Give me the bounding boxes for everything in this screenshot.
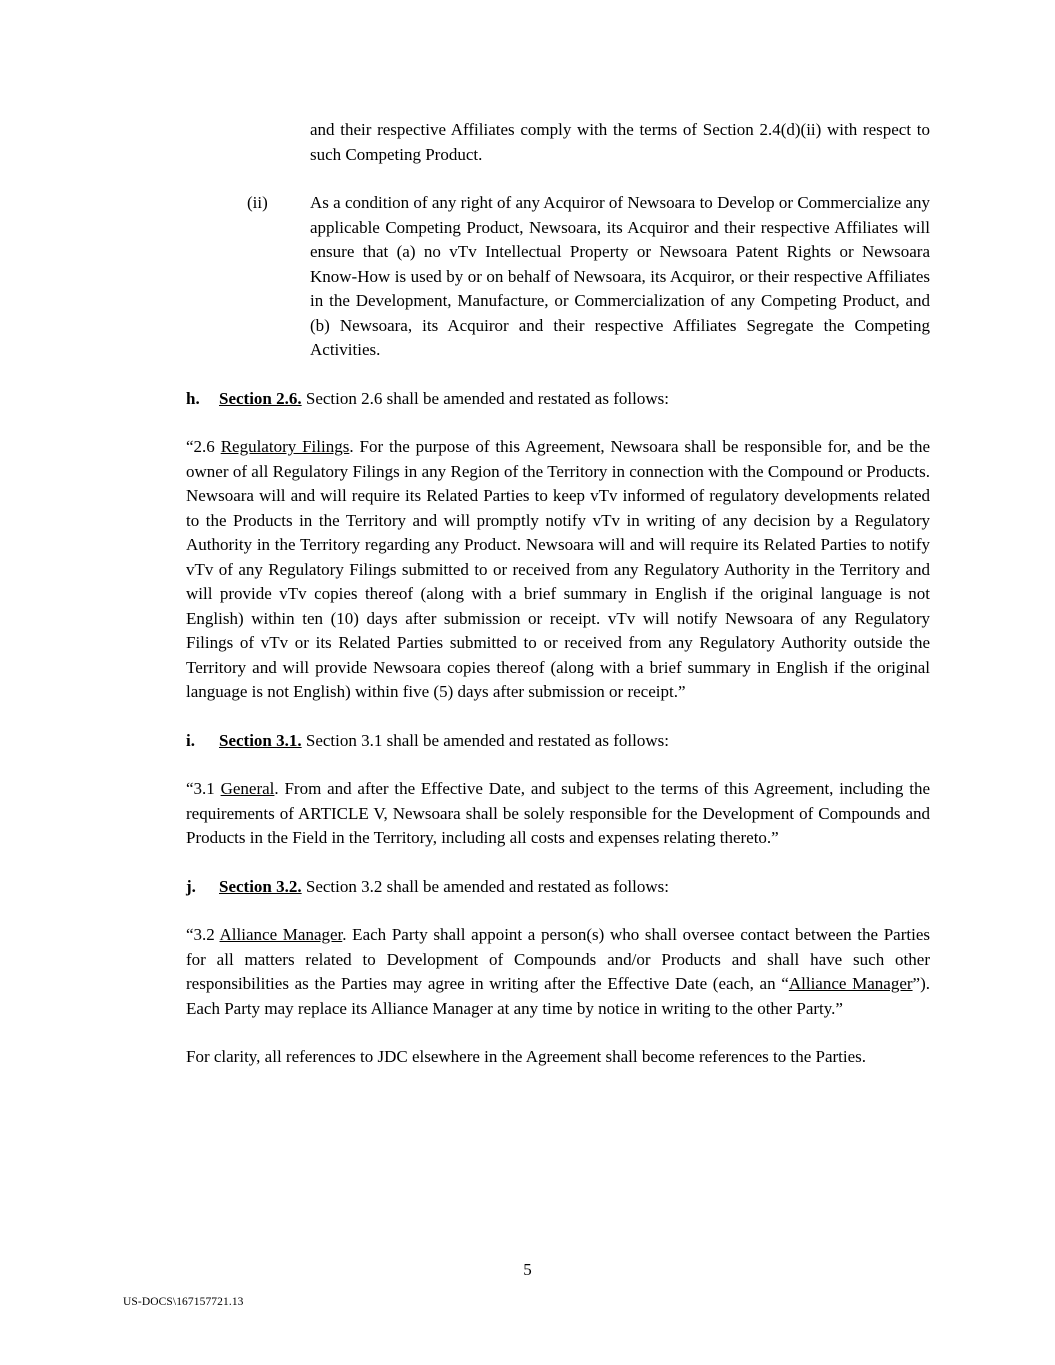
text-segment: “3.2 [186, 925, 220, 944]
list-item [186, 729, 930, 754]
text-segment: “2.6 [186, 437, 221, 456]
text-segment: and their respective Affiliates comply with the terms of Section 2.4(d)(ii) with respect to such Competing Product. [310, 120, 930, 164]
paragraph [186, 1045, 930, 1070]
underlined-text: Alliance Manager [788, 974, 913, 993]
text-segment: “3.1 [186, 779, 221, 798]
underlined-text: Regulatory Filings [220, 437, 350, 456]
underlined-text: General [220, 779, 275, 798]
page-number: 5 [523, 1260, 532, 1279]
text-segment: Section 3.2 shall be amended and restated as follows: [301, 876, 669, 896]
text-segment: As a condition of any right of any Acquiror of Newsoara to Develop or Commercialize any applicable Competing Product, Newsoara, its Acquiror and their respective Affiliates will ensure that (a) no vTv Intellectual Property or Newsoara Patent Rights or Newsoara Know-How is used by or on behalf of Newsoara, its Acquiror, or their respective Affiliates in the Development, Manufacture, or Commercialization of any Competing Product, and (b) Newsoara, its Acquiror and their respective Affiliates Segregate the Competing Activities. [310, 193, 930, 359]
underlined-text: Section 3.1. [219, 730, 302, 750]
underlined-text: Alliance Manager [219, 925, 343, 944]
underlined-text: Section 3.2. [219, 876, 302, 896]
item-marker: i. [186, 730, 195, 750]
text-segment: . From and after the Effective Date, and subject to the terms of this Agreement, including the requirements of ARTICLE V, Newsoara shall be solely responsible for the Development of Compounds and Products in the Field in the Territory, including all costs and expenses relating thereto.” [186, 779, 931, 847]
list-item [186, 191, 930, 363]
document-body [186, 118, 930, 1094]
text-segment: . Each Party shall appoint a person(s) who shall oversee contact between the Parties for all matters related to Development of Compounds and/or Products and shall have such other responsibilities as the Parties may agree in writing after the Effective Date (each, an “ [186, 925, 930, 993]
text-segment: Section 3.1 shall be amended and restated as follows: [301, 730, 669, 750]
item-marker: j. [186, 876, 196, 896]
text-segment: . For the purpose of this Agreement, Newsoara shall be responsible for, and be the owner of all Regulatory Filings in any Region of the Territory in connection with the Compound or Products. Newsoara will and will require its Related Parties to keep vTv informed of regulatory developments related to the Products in the Territory and will promptly notify vTv in writing of any decision by a Regulatory Authority in the Territory regarding any Product. Newsoara will and will require its Related Parties to notify vTv of any Regulatory Filings submitted to or received from any Regulatory Authority in the Territory and will provide vTv copies thereof (along with a brief summary in English if the original language is not English) within ten (10) days after submission or receipt. vTv will notify Newsoara of any Regulatory Filings of vTv or its Related Parties submitted to or received from any Regulatory Authority outside the Territory and will provide Newsoara copies thereof (along with a brief summary in English if the original language is not English) within five (5) days after submission or receipt.” [186, 437, 931, 701]
paragraph [186, 923, 930, 1021]
list-item [186, 875, 930, 900]
text-segment: For clarity, all references to JDC elsewhere in the Agreement shall become references to the Parties. [186, 1047, 867, 1066]
item-marker: (ii) [247, 193, 268, 212]
paragraph [186, 118, 930, 167]
footer-doc-id: US-DOCS\167157721.13 [123, 1296, 244, 1308]
text-segment: ”). Each Party may replace its Alliance Manager at any time by notice in writing to the other Party.” [186, 974, 930, 1018]
paragraph [186, 435, 930, 705]
underlined-text: Section 2.6. [219, 388, 302, 408]
text-segment: Section 2.6 shall be amended and restated as follows: [301, 388, 669, 408]
list-item [186, 387, 930, 412]
paragraph [186, 777, 930, 851]
item-marker: h. [186, 388, 200, 408]
